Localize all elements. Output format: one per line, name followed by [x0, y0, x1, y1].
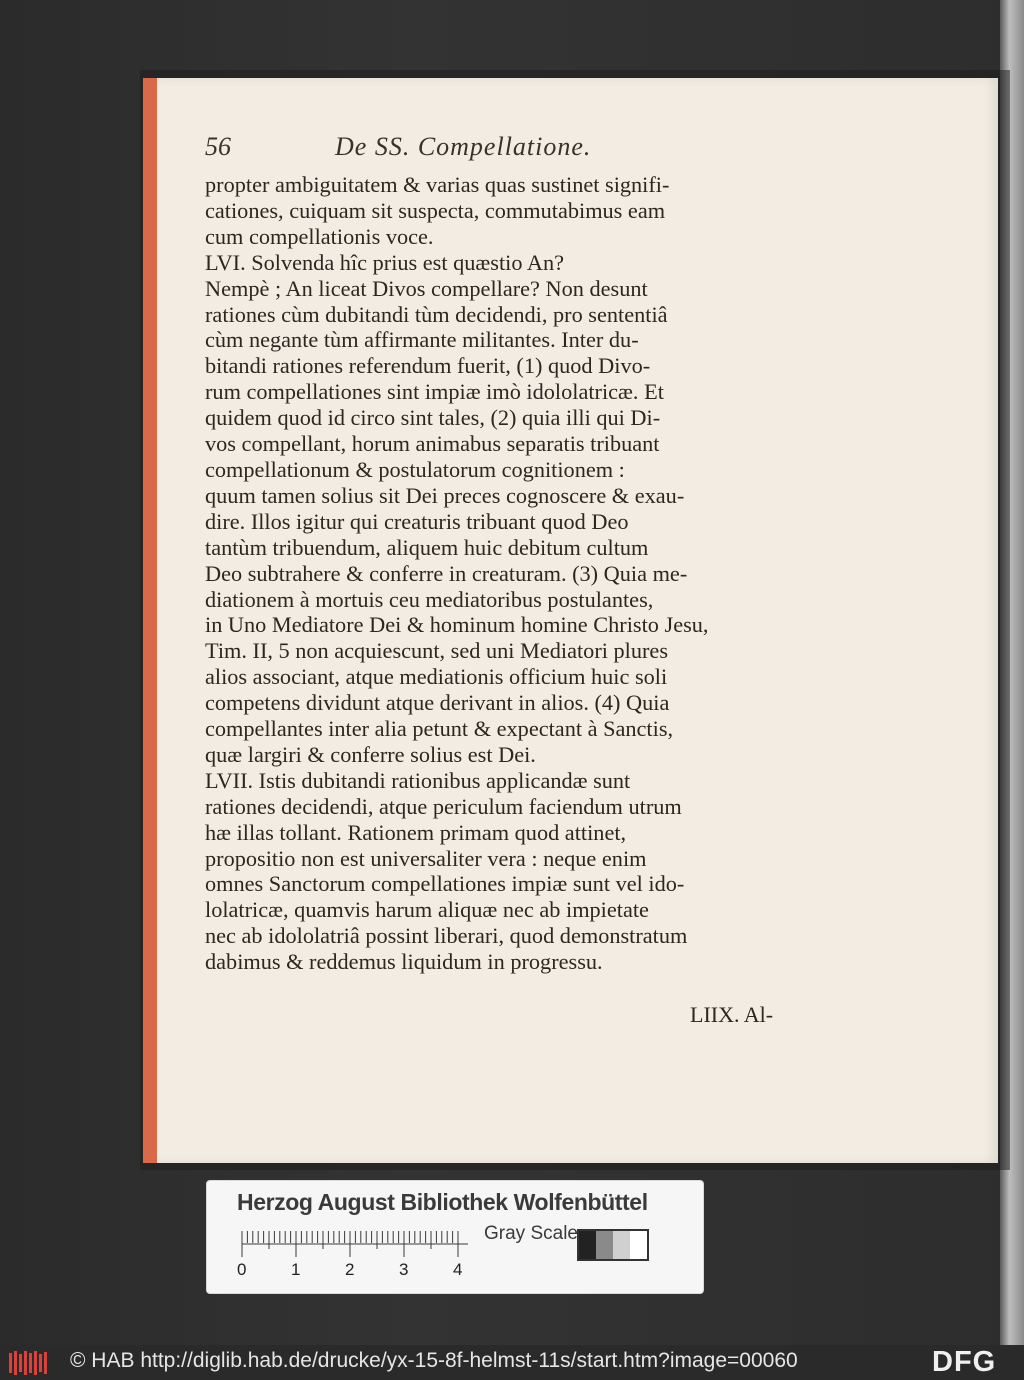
- dfg-logo: DFG: [932, 1346, 997, 1378]
- text-line: cum compellationis voce.: [205, 223, 434, 249]
- text-line: nec ab idololatriâ possint liberari, quod demonstratum: [205, 923, 688, 949]
- page-number: 56: [205, 132, 231, 161]
- text-line: quæ largiri & conferre solius est Dei.: [205, 741, 536, 767]
- text-line: LVII. Istis dubitandi rationibus applicandæ sunt: [205, 767, 631, 793]
- text-line: Deo subtrahere & conferre in creaturam. (3) Quia me-: [205, 560, 688, 586]
- text-line: bitandi rationes referendum fuerit, (1) quod Divo-: [205, 353, 651, 379]
- gray-swatch: [630, 1231, 647, 1259]
- text-line: quum tamen solius sit Dei preces cognoscere & exau-: [205, 482, 685, 508]
- gray-swatch: [596, 1231, 613, 1259]
- text-line: competens dividunt atque derivant in alios. (4) Quia: [205, 690, 670, 716]
- gray-swatch: [613, 1231, 630, 1259]
- ruler-number: 2: [345, 1260, 355, 1279]
- text-line: rationes cùm dubitandi tùm decidendi, pro sententiâ: [205, 301, 668, 327]
- gray-scale-swatches: [577, 1229, 649, 1261]
- ruler-number: 4: [453, 1260, 463, 1279]
- text-line: lolatricæ, quamvis harum aliquæ nec ab impietate: [205, 897, 649, 923]
- gray-scale-label: Gray Scale: [484, 1223, 578, 1244]
- catchword: LIIX. Al-: [690, 1002, 774, 1027]
- text-line: tantùm tribuendum, aliquem huic debitum cultum: [205, 534, 649, 560]
- text-line: LVI. Solvenda hîc prius est quæstio An?: [205, 249, 565, 275]
- footer-bar: [0, 1345, 1024, 1380]
- ruler-number: 1: [291, 1260, 301, 1279]
- text-line: propter ambiguitatem & varias quas sustinet signifi-: [205, 172, 670, 197]
- text-line: hæ illas tollant. Rationem primam quod attinet,: [205, 819, 627, 845]
- ruler-number: 0: [237, 1260, 247, 1279]
- text-line: diationem à mortuis ceu mediatoribus postulantes,: [205, 586, 654, 612]
- text-line: alios associant, atque mediationis officium huic soli: [205, 664, 668, 690]
- copyright-url[interactable]: © HAB http://diglib.hab.de/drucke/yx-15-8f-helmst-11s/start.htm?image=00060: [70, 1349, 798, 1372]
- text-line: Nempè ; An liceat Divos compellare? Non desunt: [205, 275, 648, 301]
- text-line: dire. Illos igitur qui creaturis tribuant quod Deo: [205, 508, 629, 534]
- text-line: rum compellationes sint impiæ imò idololatricæ. Et: [205, 379, 664, 405]
- text-line: cationes, cuiquam sit suspecta, commutabimus eam: [205, 197, 666, 223]
- text-line: propositio non est universaliter vera : neque enim: [205, 845, 647, 871]
- text-line: quidem quod id circo sint tales, (2) quia illi qui Di-: [205, 405, 661, 431]
- text-line: compellantes inter alia petunt & expectant à Sanctis,: [205, 716, 674, 742]
- ruler-number: 3: [399, 1260, 409, 1279]
- text-line: dabimus & reddemus liquidum in progressu.: [205, 949, 603, 975]
- library-label-card: [207, 1181, 703, 1293]
- text-line: vos compellant, horum animabus separatis tribuant: [205, 431, 660, 457]
- text-line: cùm negante tùm affirmante militantes. Inter du-: [205, 327, 639, 353]
- text-line: Tim. II, 5 non acquiescunt, sed uni Mediatori plures: [205, 638, 669, 664]
- gray-swatch: [579, 1231, 596, 1259]
- page-header: [205, 132, 805, 166]
- hab-logo-icon: [8, 1349, 48, 1377]
- text-line: omnes Sanctorum compellationes impiæ sunt vel ido-: [205, 871, 685, 897]
- text-line: in Uno Mediatore Dei & hominum homine Christo Jesu,: [205, 612, 709, 638]
- scale-ruler: [237, 1229, 470, 1279]
- running-title: De SS. Compellatione.: [335, 132, 592, 161]
- page-body-text: [205, 172, 785, 975]
- text-line: rationes decidendi, atque periculum faciendum utrum: [205, 793, 682, 819]
- library-name: Herzog August Bibliothek Wolfenbüttel: [237, 1189, 648, 1215]
- text-line: compellationum & postulatorum cognitionem :: [205, 456, 625, 482]
